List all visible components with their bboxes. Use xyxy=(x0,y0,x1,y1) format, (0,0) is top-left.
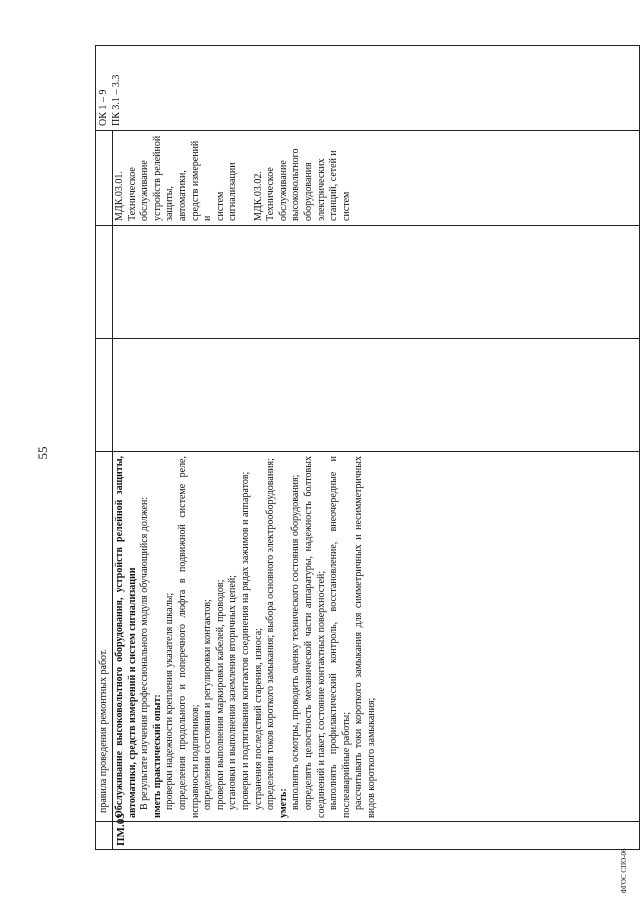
mdk-list xyxy=(114,135,353,221)
hours2-top-strip xyxy=(96,226,113,338)
skill-item: рассчитывать токи короткого замыкания для симметричных и несимметричных видов короткого замыкания; xyxy=(353,456,377,818)
competency-ok: ОК 1 – 9 xyxy=(98,89,109,126)
hours-column-max xyxy=(96,338,639,451)
skill-item: выполнять осмотры, проводить оценку технического состояния оборудования; xyxy=(290,474,302,810)
mdk-column xyxy=(96,130,639,225)
module-code: ПМ.03 xyxy=(115,813,127,846)
competency-pk: ПК 3.1 – 3.3 xyxy=(110,74,122,126)
mdk1-line: средств измерений и xyxy=(189,140,214,221)
practice-item: проверки надежности крепления указателя шкалы; xyxy=(164,592,176,810)
hours-column-required xyxy=(96,225,639,338)
mdk1-line: систем сигнализации xyxy=(214,162,239,221)
mdk-top-strip xyxy=(96,131,113,225)
practice-item: проверки выполнения маркировки кабелей, проводов; xyxy=(214,579,226,810)
module-intro: В результате изучения профессионального модуля обучающийся должен: xyxy=(139,496,151,810)
page-number: 55 xyxy=(35,446,50,460)
content-column xyxy=(96,451,639,821)
standard-table xyxy=(95,45,640,850)
mdk2-line: оборудования xyxy=(302,162,314,221)
practice-item: определения состояния и регулировки контактов; xyxy=(202,599,214,810)
footer-code: ФГОС СПО-06 xyxy=(620,848,628,894)
mdk1-line: устройств релейной xyxy=(151,135,163,221)
skill-item: выполнять профилактический контроль, восстановление, внеочередные и послеаварийные работы; xyxy=(328,456,352,818)
mdk1-line: МДК.03.01. xyxy=(114,171,125,221)
module-title: Обслуживание высоковольтного оборудования, устройств релейной защиты, автоматики, средств измерений и систем сигнализации xyxy=(114,456,138,818)
competency-column xyxy=(96,44,639,130)
code-column xyxy=(96,813,639,849)
competency-list xyxy=(98,48,123,126)
practice-item: определения токов короткого замыкания; выбора основного электрооборудования; xyxy=(265,458,277,810)
practice-item: устранения последствий старения, износа; xyxy=(252,628,264,810)
mdk1-line: Техническое xyxy=(126,167,138,221)
mdk2-line: станций, сетей и xyxy=(328,150,340,221)
previous-row-tail: правила проведения ремонтных работ. xyxy=(98,648,109,813)
skill-item: определять целостность механической части аппаратуры, надежность болтовых соединений и пакет, состояние контактных поверхностей; xyxy=(302,456,327,818)
mdk2-line: систем xyxy=(340,191,352,221)
practice-item: проверки и подтягивания контактов соединения на рядах зажимов и аппаратов; xyxy=(239,471,251,810)
hours1-top-strip xyxy=(96,339,113,451)
mdk2-line: МДК.03.02. xyxy=(252,171,264,221)
practice-heading: иметь практический опыт: xyxy=(151,694,163,818)
mdk1-line: защиты, автоматики, xyxy=(164,170,188,221)
skills-heading: уметь: xyxy=(277,788,289,818)
module-content xyxy=(114,456,378,818)
code-top-strip xyxy=(96,822,113,849)
mdk1-line: обслуживание xyxy=(139,160,151,221)
mdk2-line: обслуживание xyxy=(277,160,289,221)
practice-item: установки и выполнения заземления вторичных цепей; xyxy=(227,575,239,810)
rotated-area xyxy=(95,45,640,850)
mdk2-line: Техническое xyxy=(265,167,277,221)
practice-item: определения продольного и поперечного люфта в подвижной системе реле, исправности подпятников; xyxy=(176,456,201,818)
mdk-spacer xyxy=(240,135,253,221)
mdk2-line: электрических xyxy=(315,158,327,221)
mdk2-line: высоковольтного xyxy=(290,148,302,221)
